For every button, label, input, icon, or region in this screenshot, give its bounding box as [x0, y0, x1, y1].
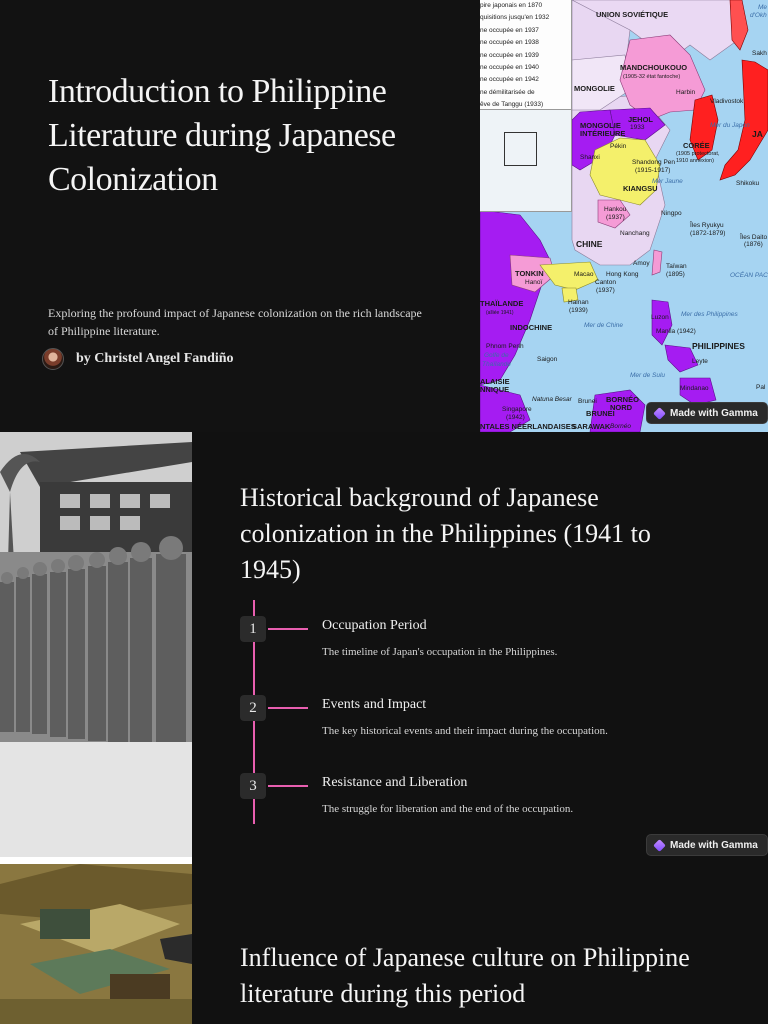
- timeline-step: [240, 763, 720, 823]
- map-label: Thaïlande: [482, 361, 511, 368]
- map-label: SARAWAK: [572, 422, 611, 431]
- map-label: JA: [752, 129, 763, 139]
- soldiers-photo-graphic: [0, 432, 192, 864]
- map-label: Harbin: [676, 89, 696, 96]
- map-label: CORÉE: [683, 141, 710, 150]
- map-label: Pal: [756, 384, 766, 391]
- map-label: Singapore: [502, 406, 532, 413]
- map-label: MONGOLIE: [580, 121, 621, 130]
- map-label: MANDCHOUKOUO: [620, 63, 688, 72]
- map-label: (1937): [596, 287, 615, 294]
- made-with-gamma-badge[interactable]: [646, 834, 768, 856]
- map-label: Natuna Besar: [532, 396, 572, 403]
- author-block: [42, 348, 234, 370]
- map-label: Shanxi: [580, 154, 600, 161]
- map-label: (1942): [506, 414, 525, 421]
- map-label: (1895): [666, 271, 685, 278]
- japan-region: [720, 60, 768, 180]
- author-avatar: [42, 348, 64, 370]
- map-label: Hainan: [568, 299, 589, 306]
- map-label: Mer Jaune: [652, 178, 683, 185]
- map-label: Nanchang: [620, 230, 650, 237]
- map-label: Saigon: [537, 356, 558, 363]
- legend-item: ne occupée en 1939: [480, 51, 539, 59]
- legend-item: ne occupée en 1942: [480, 76, 539, 84]
- section-title: Historical background of Japanese colonization in the Philippines (1941 to 1945): [240, 483, 651, 584]
- author-name: by Christel Angel Fandiño: [76, 351, 234, 366]
- step-title: Occupation Period: [322, 618, 427, 633]
- map-label: THAÏLANDE: [480, 299, 524, 308]
- japanese-painting-image: [0, 864, 192, 1024]
- map-label: 1910 annexion): [676, 158, 714, 164]
- map-label: Hankou: [604, 206, 627, 213]
- step-description: The struggle for liberation and the end of the occupation.: [322, 803, 574, 815]
- legend-item: ne occupée en 1940: [480, 63, 539, 71]
- map-label: (alliée 1941): [486, 310, 514, 316]
- map-label: BORNÉO: [606, 395, 639, 404]
- map-label: NTALES NÉERLANDAISES: [480, 422, 576, 431]
- map-label: (1872-1879): [690, 230, 726, 237]
- map-label: Bornéo: [610, 423, 631, 430]
- step-connector: [268, 628, 308, 630]
- map-label: Mindanao: [680, 385, 709, 392]
- map-label: Hanoï: [525, 279, 543, 286]
- step-connector: [268, 707, 308, 709]
- map-label: Ningpo: [661, 210, 682, 217]
- map-label: Phnom Penh: [486, 343, 524, 350]
- map-label: Sakh: [752, 50, 767, 57]
- map-label: (1937): [606, 214, 625, 221]
- timeline-step: [240, 606, 720, 666]
- map-label: NORD: [610, 403, 633, 412]
- legend-item: ne occupée en 1937: [480, 26, 539, 34]
- map-label: INDOCHINE: [510, 323, 553, 332]
- map-label: Vladivostok: [710, 98, 744, 105]
- map-label: MONGOLIE: [574, 84, 615, 93]
- step-title: Resistance and Liberation: [322, 775, 468, 790]
- map-label: Mer du Japon: [710, 122, 750, 129]
- presentation-subtitle: Exploring the profound impact of Japanese colonization on the rich landscape of Philippine literature.: [48, 306, 422, 338]
- step-description: The timeline of Japan's occupation in the Philippines.: [322, 646, 558, 658]
- soldiers-photo: [0, 432, 192, 864]
- map-label: Mer de Sulu: [630, 372, 666, 379]
- step-number: 1: [240, 616, 266, 642]
- map-label: Golfe de: [484, 352, 509, 359]
- presentation-title: Introduction to Philippine Literature during Japanese Colonization: [48, 73, 396, 198]
- step-number: 2: [240, 695, 266, 721]
- map-label: Mer de Chine: [584, 322, 624, 329]
- map-label: OCÉAN PAC: [730, 272, 768, 279]
- section-title: Influence of Japanese culture on Philippine literature during this period: [240, 943, 690, 1008]
- map-label: KIANGSU: [623, 184, 658, 193]
- luzon-region: [652, 300, 672, 345]
- map-label: (1939): [569, 307, 588, 314]
- map-label: JEHOL: [628, 115, 654, 124]
- map-label: UNION SOVIÉTIQUE: [596, 10, 669, 19]
- map-label: Shikoku: [736, 180, 760, 187]
- map-label: Hong Kong: [606, 271, 639, 278]
- map-label: (1876): [744, 241, 763, 248]
- map-label: ALAISIE: [480, 377, 510, 386]
- historical-map-image: [480, 0, 768, 432]
- map-label: Amoy: [633, 260, 650, 267]
- legend-item: ne démilitarisée de: [480, 88, 535, 96]
- made-with-gamma-badge[interactable]: [646, 402, 768, 424]
- painting-graphic: [0, 864, 192, 1024]
- map-label: Macao: [574, 271, 594, 278]
- map-label: TONKIN: [515, 269, 544, 278]
- map-label: Pékin: [610, 143, 627, 150]
- map-label: Canton: [595, 279, 616, 286]
- map-legend: [480, 0, 572, 110]
- timeline-step: [240, 685, 720, 745]
- map-label: 1933: [630, 124, 645, 131]
- gamma-badge-label: Made with Gamma: [670, 407, 758, 419]
- map-label: NNIQUE: [480, 385, 510, 394]
- map-label: Mer des Philippines: [681, 311, 738, 318]
- map-label: Shandong Pen: [632, 159, 676, 166]
- step-number: 3: [240, 773, 266, 799]
- map-label: d'Okh: [750, 12, 767, 19]
- legend-item: êve de Tanggu (1933): [480, 101, 544, 109]
- inset-frame: [504, 132, 537, 166]
- map-label: BRUNEI: [586, 409, 615, 418]
- map-label: INTÉRIEURE: [580, 129, 626, 138]
- step-description: The key historical events and their impact during the occupation.: [322, 725, 608, 737]
- map-label: Brunei: [578, 398, 597, 405]
- map-label: PHILIPPINES: [692, 341, 745, 351]
- map-label: CHINE: [576, 239, 603, 249]
- map-label: Me: [758, 4, 768, 11]
- map-inset: [480, 110, 572, 212]
- step-title: Events and Impact: [322, 697, 427, 712]
- taiwan-region: [652, 250, 662, 275]
- legend-item: ne occupée en 1938: [480, 39, 539, 47]
- legend-item: quisitions jusqu'en 1932: [480, 14, 550, 22]
- map-label: (1915-1917): [635, 167, 671, 174]
- map-label: (1905-32 état fantoche): [623, 74, 681, 80]
- gamma-logo-icon: [653, 407, 666, 420]
- title-slide: [0, 0, 768, 432]
- legend-item: pire japonais en 1870: [480, 2, 543, 9]
- map-label: Luzon: [651, 314, 669, 321]
- step-connector: [268, 785, 308, 787]
- map-label: Îles Daito: [740, 234, 768, 241]
- map-label: Taïwan: [666, 263, 687, 270]
- gamma-logo-icon: [653, 839, 666, 852]
- map-label: (1905 protectorat,: [676, 151, 720, 157]
- history-slide: [0, 432, 768, 864]
- map-label: Manila (1942): [656, 328, 696, 335]
- map-label: Îles Ryukyu: [690, 222, 724, 229]
- culture-slide: [0, 864, 768, 1024]
- map-label: Leyte: [692, 358, 708, 365]
- gamma-badge-label: Made with Gamma: [670, 839, 758, 851]
